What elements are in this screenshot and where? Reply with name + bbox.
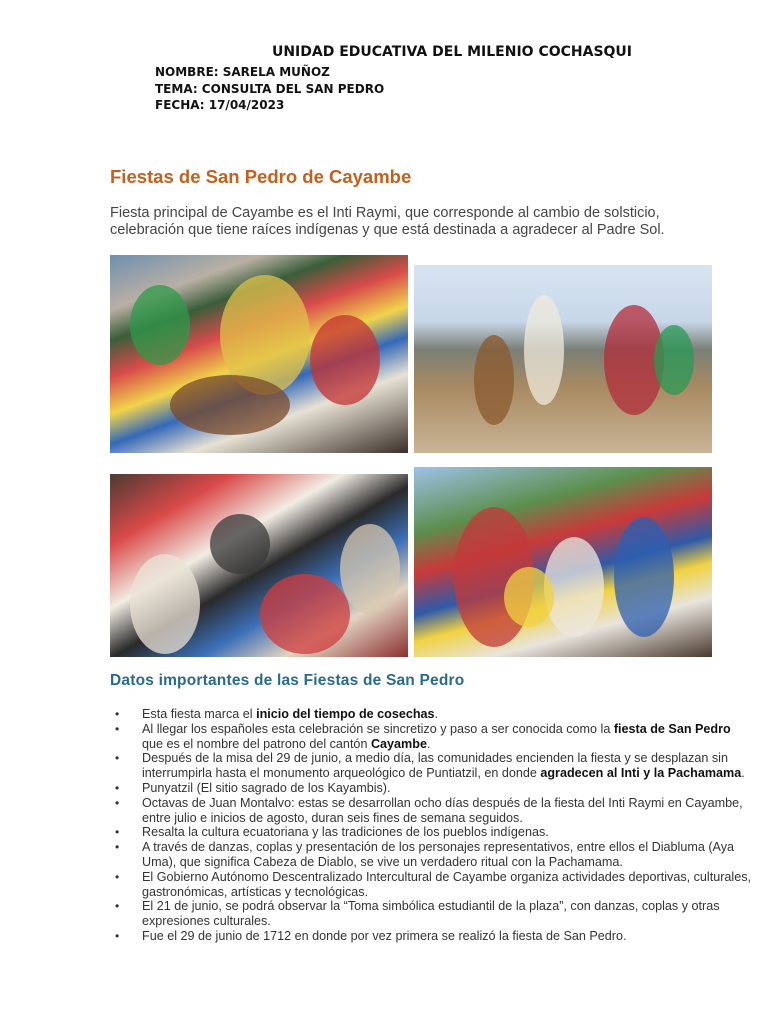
fact-text: Resalta la cultura ecuatoriana y las tradiciones de los pueblos indígenas. bbox=[142, 825, 549, 840]
fact-item bbox=[115, 929, 755, 944]
fact-item bbox=[115, 870, 755, 900]
fact-text: . bbox=[426, 736, 431, 751]
fact-item bbox=[115, 840, 755, 870]
fact-item bbox=[115, 722, 755, 752]
fact-text: . bbox=[434, 707, 439, 721]
fact-text: Fue el 29 de junio de 1712 en donde por vez primera se realizó la fiesta de San Pedro. bbox=[142, 928, 627, 943]
festival-photo-crowd bbox=[110, 474, 408, 657]
fact-item bbox=[115, 781, 755, 796]
fact-text: El Gobierno Autónomo Descentralizado Intercultural de Cayambe organiza actividades deportivas, culturales, gastronómicas, artísticas y tecnológicas. bbox=[142, 869, 752, 899]
school-name: UNIDAD EDUCATIVA DEL MILENIO COCHASQUI bbox=[271, 44, 633, 60]
student-info bbox=[155, 64, 384, 114]
article-intro: Fiesta principal de Cayambe es el Inti Raymi, que corresponde al cambio de solsticio, celebración que tiene raíces indígenas y que está destinada a agradecer al Padre Sol. bbox=[110, 205, 665, 238]
fact-text: A través de danzas, coplas y presentación de los personajes representativos, entre ellos el Diabluma (Aya Uma), que significa Cabeza de Diablo, se vive un verdadero ritual con la Pachamama. bbox=[142, 840, 735, 869]
fact-text: Punyatzil (El sitio sagrado de los Kayambis). bbox=[142, 780, 391, 795]
fact-text: que es el nombre del patrono del cantón bbox=[142, 736, 371, 751]
fact-text: El 21 de junio, se podrá observar la “Toma simbólica estudiantil de la plaza”, con danzas, coplas y otras expresiones culturales. bbox=[142, 899, 720, 929]
fact-text: . bbox=[741, 766, 745, 781]
facts-list bbox=[115, 707, 755, 944]
festival-photo-musicians bbox=[110, 255, 408, 453]
fact-text: Esta fiesta marca el bbox=[142, 707, 257, 721]
student-name: NOMBRE: SARELA MUÑOZ bbox=[155, 65, 330, 79]
fact-text: Al llegar los españoles esta celebración se sincretizo y paso a ser conocida como la bbox=[142, 721, 614, 736]
festival-photo-parade bbox=[414, 467, 712, 657]
assignment-topic: TEMA: CONSULTA DEL SAN PEDRO bbox=[155, 81, 385, 96]
fact-item bbox=[115, 825, 755, 840]
fact-item bbox=[115, 751, 755, 781]
assignment-date: FECHA: 17/04/2023 bbox=[155, 98, 285, 112]
article-title: Fiestas de San Pedro de Cayambe bbox=[110, 166, 412, 187]
fact-emphasis: agradecen al Inti y la Pachamama bbox=[540, 766, 742, 781]
fact-emphasis: Cayambe bbox=[370, 736, 427, 751]
fact-item bbox=[115, 796, 755, 826]
fact-emphasis: fiesta de San Pedro bbox=[613, 721, 731, 736]
festival-photo-dancers bbox=[414, 265, 712, 453]
section-title: Datos importantes de las Fiestas de San Pedro bbox=[110, 672, 465, 689]
fact-item bbox=[115, 899, 755, 929]
fact-text: Después de la misa del 29 de junio, a medio día, las comunidades encienden la fiesta y se desplazan sin interrumpirla hasta el monumento arqueológico de Puntiatzil, en donde bbox=[142, 751, 728, 781]
fact-item bbox=[115, 707, 755, 722]
fact-emphasis: inicio del tiempo de cosechas bbox=[256, 707, 435, 721]
fact-text: Octavas de Juan Montalvo: estas se desarrollan ocho días después de la fiesta del Inti Raymi en Cayambe, entre julio e inicios de agosto, duran seis fines de semana seguidos. bbox=[142, 795, 743, 825]
